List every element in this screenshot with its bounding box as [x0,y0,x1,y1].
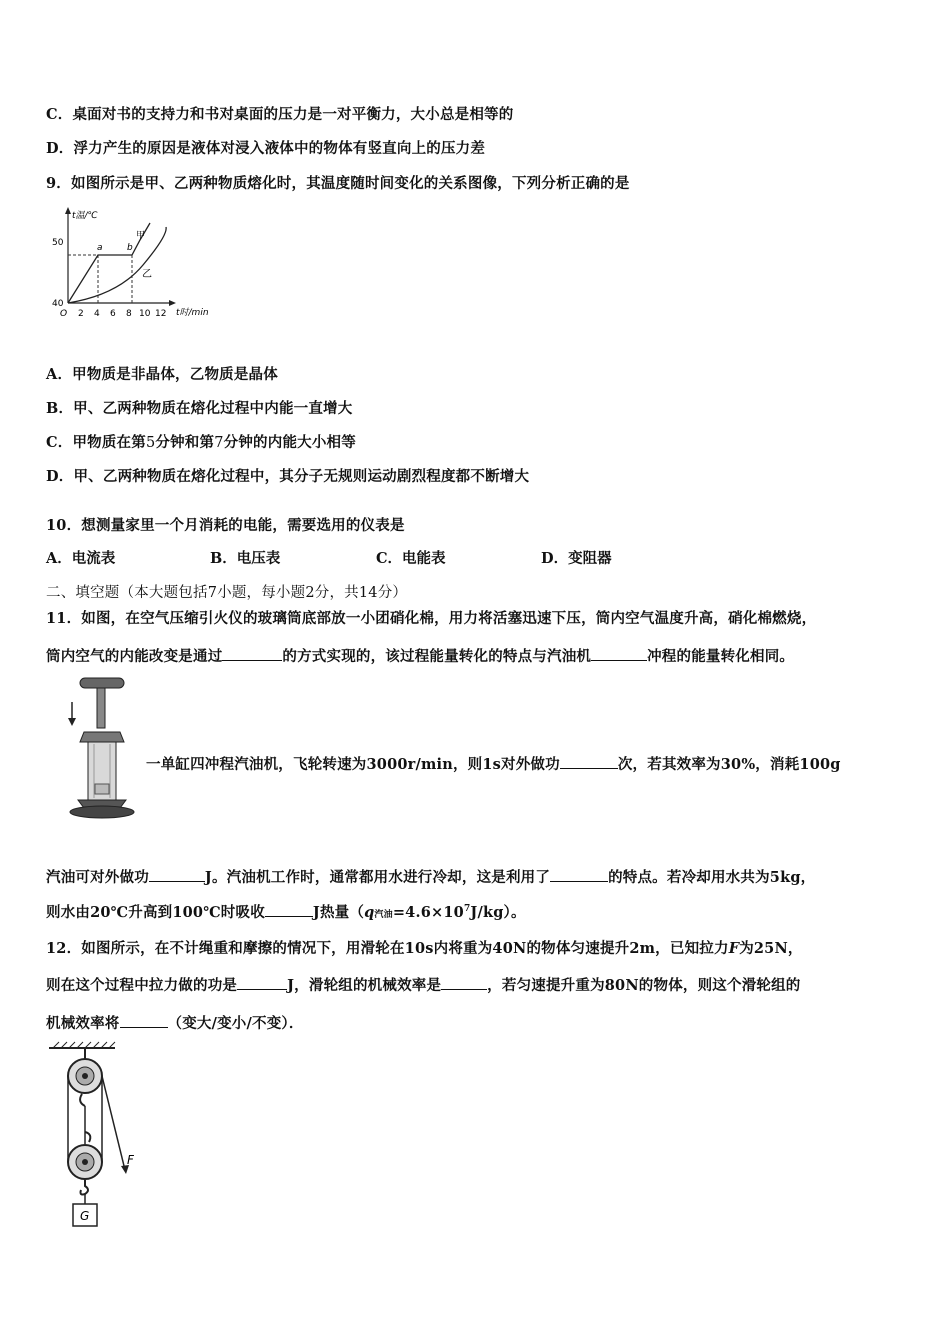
q9-option-c: C．甲物质在第5分钟和第7分钟的内能大小相等 [46,434,356,451]
graph-origin: O [60,309,68,319]
q11-blank-5[interactable] [550,867,608,882]
q12-line1: 12．如图所示，在不计绳重和摩擦的情况下，用滑轮在10s内将重为40N的物体匀速提升2m，已知拉力F为25N， [46,940,803,957]
q11-line3: 一单缸四冲程汽油机，飞轮转速为3000r/min，则1s对外做功 次，若其效率为30%，消耗100g [146,756,841,773]
graph-label-jia: 甲 [136,231,146,241]
pulley-system-figure [45,1040,155,1240]
q11-line1: 11．如图，在空气压缩引火仪的玻璃筒底部放一小团硝化棉，用力将活塞迅速下压，筒内空气温度升高，硝化棉燃烧， [46,610,817,627]
graph-x-tick-6: 6 [110,309,116,319]
q11-blank-3[interactable] [560,754,618,769]
pulley-force-label: F [127,1153,134,1167]
q8-option-c: C．桌面对书的支持力和书对桌面的压力是一对平衡力，大小总是相等的 [46,106,514,123]
q12-blank-3[interactable] [120,1013,168,1028]
q11-line2: 筒内空气的内能改变是通过 的方式实现的，该过程能量转化的特点与汽油机 冲程的能量转化相同。 [46,648,795,665]
q11-blank-2[interactable] [591,646,647,661]
graph-x-tick-12: 12 [155,309,167,319]
graph-label-yi: 乙 [142,269,152,280]
q8-option-d: D．浮力产生的原因是液体对浸入液体中的物体有竖直向上的压力差 [46,140,486,157]
graph-x-tick-8: 8 [126,309,132,319]
q11-blank-6[interactable] [265,902,313,917]
q9-stem: 9．如图所示是甲、乙两种物质熔化时，其温度随时间变化的关系图像，下列分析正确的是 [46,175,630,192]
graph-x-tick-2: 2 [78,309,84,319]
q9-option-d: D．甲、乙两种物质在熔化过程中，其分子无规则运动剧烈程度都不断增大 [46,468,530,485]
section-2-heading: 二、填空题（本大题包括7小题，每小题2分，共14分） [46,585,408,601]
q12-blank-2[interactable] [441,975,487,990]
graph-y-tick-50: 50 [52,238,64,248]
q9-option-a: A．甲物质是非晶体，乙物质是晶体 [46,366,278,383]
q11-line4: 汽油可对外做功 J。汽油机工作时，通常都用水进行冷却，这是利用了 的特点。若冷却用水共为5kg， [46,869,816,886]
air-compression-igniter-figure [62,672,142,822]
q10-stem: 10．想测量家里一个月消耗的电能，需要选用的仪表是 [46,517,405,534]
q11-blank-4[interactable] [149,867,205,882]
curve-yi [68,227,166,303]
graph-x-tick-10: 10 [139,309,151,319]
graph-y-tick-40: 40 [52,299,64,309]
q12-line3: 机械效率将 （变大/变小/不变）． [46,1015,304,1032]
q10-option-d: D．变阻器 [541,550,612,567]
graph-x-tick-4: 4 [94,309,100,319]
pulley-weight-label: G [80,1209,90,1223]
graph-y-label: t温/℃ [72,211,98,221]
q11-blank-1[interactable] [222,646,282,661]
q11-line5: 则水由20℃升高到100℃时吸收 J热量（q汽油$=4.6\times 10^7J/kg$）。 [46,904,526,921]
q10-option-c: C．电能表 [376,550,446,567]
q9-option-b: B．甲、乙两种物质在熔化过程中内能一直增大 [46,400,353,417]
graph-point-b: b [127,243,133,253]
graph-point-a: a [97,243,103,253]
q10-option-b: B．电压表 [210,550,281,567]
graph-x-label: t时/min [176,308,209,318]
q12-line2: 则在这个过程中拉力做的功是 J，滑轮组的机械效率是 ，若匀速提升重为80N的物体，则这个滑轮组的 [46,977,801,994]
q12-blank-1[interactable] [237,975,287,990]
melting-graph [48,205,218,325]
q10-option-a: A．电流表 [46,550,116,567]
